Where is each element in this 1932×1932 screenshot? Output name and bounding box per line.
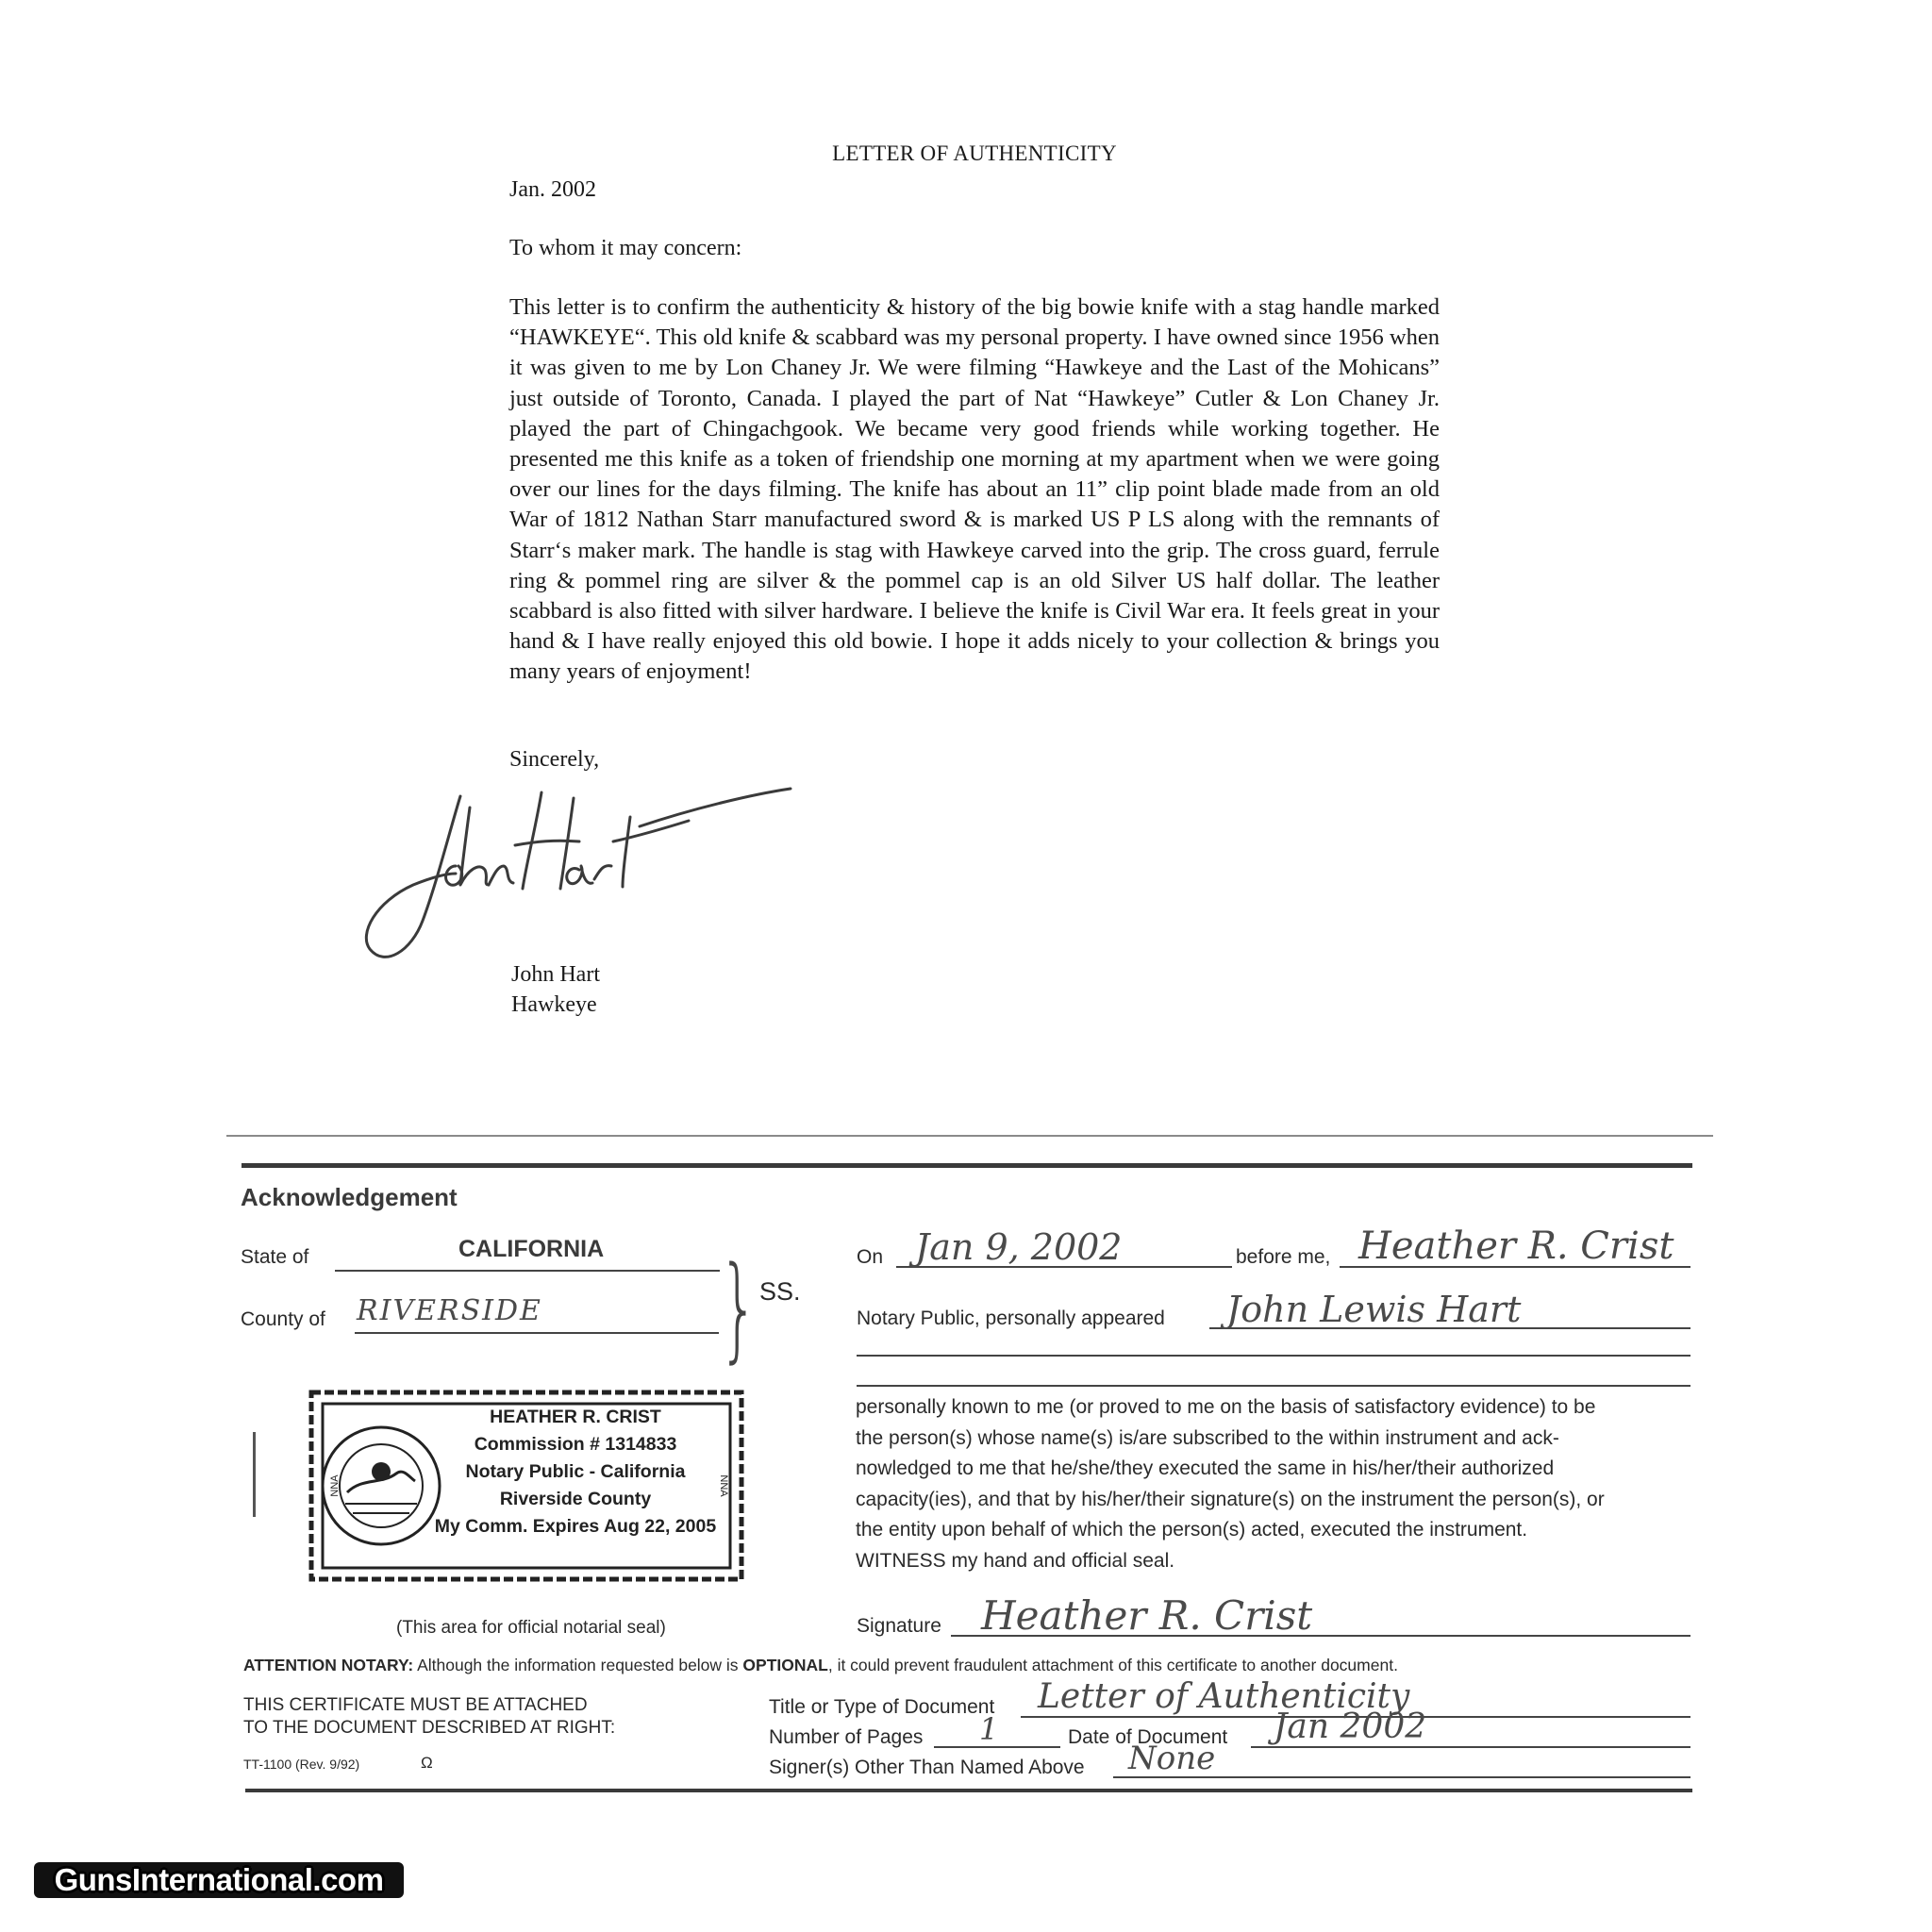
county-underline bbox=[355, 1332, 719, 1334]
seal-expires: My Comm. Expires Aug 22, 2005 bbox=[434, 1516, 717, 1537]
appeared-label: Notary Public, personally appeared bbox=[857, 1307, 1165, 1329]
paragraph-line: the person(s) whose name(s) is/are subscribed to the within instrument and ack- bbox=[856, 1426, 1559, 1449]
seal-title: Notary Public - California bbox=[465, 1461, 686, 1482]
paragraph-line: nowledged to me that he/she/they executed the same in his/her/their authorized bbox=[856, 1457, 1555, 1479]
acknowledgement-paragraph bbox=[856, 1392, 1686, 1576]
state-value: CALIFORNIA bbox=[458, 1236, 605, 1262]
form-bottom-rule bbox=[245, 1789, 1692, 1792]
attention-text-2: , it could prevent fraudulent attachment of this certificate to another document. bbox=[827, 1656, 1398, 1674]
paragraph-line: WITNESS my hand and official seal. bbox=[856, 1549, 1175, 1572]
doc-title-value: Letter of Authenticity bbox=[1038, 1677, 1410, 1716]
cut-line bbox=[226, 1135, 1713, 1137]
letter-title: LETTER OF AUTHENTICITY bbox=[832, 142, 1117, 165]
seal-county: Riverside County bbox=[499, 1489, 652, 1509]
margin-mark bbox=[253, 1432, 256, 1517]
on-label: On bbox=[857, 1246, 884, 1268]
letter-body: This letter is to confirm the authenticity & history of the big bowie knife with a stag handle marked “HAWKEYE“. This old knife & scabbard was my personal property. I have owned since 1956 when it was given to me by Lon Chaney Jr. We were filming “Hawkeye and the Last of the Mohicans” just outside of Toronto, Canada. I played the part of Nat “Hawkeye” Cutler & Lon Chaney Jr. played the part of Chingachgook. We became very good friends while working together. He presented me this knife as a token of friendship one morning at my apartment when we were going over our lines for the days filming. The knife has about an 11” clip point blade made from an old War of 1812 Nathan Starr manufactured sword & is marked US P LS along with the remnants of Starr‘s maker mark. The handle is stag with Hawkeye carved into the grip. The cross guard, ferrule ring & pommel ring are silver & the pommel cap is an old Silver US half dollar. The leather scabbard is also fitted with silver hardware. I believe the knife is Civil War era. It feels great in your hand & I have really enjoyed this old bowie. I hope it adds nicely to your collection & brings you many years of enjoyment! bbox=[509, 294, 1440, 685]
county-value: RIVERSIDE bbox=[357, 1294, 542, 1327]
doc-date-underline bbox=[1251, 1746, 1690, 1748]
on-value: Jan 9, 2002 bbox=[915, 1226, 1123, 1268]
notary-signature: Heather R. Crist bbox=[981, 1592, 1313, 1639]
paragraph-line: personally known to me (or proved to me on the basis of satisfactory evidence) to be bbox=[856, 1396, 1596, 1418]
cert-note-line-2: TO THE DOCUMENT DESCRIBED AT RIGHT: bbox=[243, 1718, 616, 1738]
attention-notary bbox=[243, 1656, 1696, 1675]
county-label: County of bbox=[241, 1308, 325, 1330]
omega-symbol: Ω bbox=[421, 1754, 433, 1772]
letter-date: Jan. 2002 bbox=[509, 177, 596, 202]
brace: } bbox=[719, 1243, 758, 1374]
doc-date-label: Date of Document bbox=[1068, 1726, 1228, 1748]
form-heading: Acknowledgement bbox=[241, 1183, 458, 1211]
seal-side-text-left: NNA bbox=[329, 1474, 341, 1497]
attention-bold: ATTENTION NOTARY: bbox=[243, 1656, 414, 1674]
before-value: Heather R. Crist bbox=[1358, 1224, 1674, 1268]
blank-line-2 bbox=[857, 1385, 1690, 1387]
letter-salutation: To whom it may concern: bbox=[509, 236, 742, 260]
signature-label: Signature bbox=[857, 1615, 941, 1637]
ss-label: SS. bbox=[759, 1277, 801, 1306]
state-underline bbox=[335, 1270, 720, 1272]
blank-line-1 bbox=[857, 1355, 1690, 1357]
state-label: State of bbox=[241, 1246, 309, 1268]
signer-name: John Hart bbox=[511, 962, 600, 987]
pages-label: Number of Pages bbox=[769, 1726, 924, 1748]
cert-note-line-1: THIS CERTIFICATE MUST BE ATTACHED bbox=[243, 1695, 588, 1715]
paragraph-line: capacity(ies), and that by his/her/their signature(s) on the instrument the person(s), or bbox=[856, 1488, 1605, 1510]
letter-closing: Sincerely, bbox=[509, 747, 600, 772]
doc-title-label: Title or Type of Document bbox=[769, 1696, 995, 1718]
john-hart-signature bbox=[357, 779, 800, 977]
signers-label: Signer(s) Other Than Named Above bbox=[769, 1757, 1085, 1778]
seal-name: HEATHER R. CRIST bbox=[490, 1407, 661, 1427]
seal-text bbox=[415, 1404, 736, 1541]
appeared-value: John Lewis Hart bbox=[1226, 1289, 1522, 1330]
signer-role: Hawkeye bbox=[511, 992, 597, 1017]
watermark-text: GunsInternational.com bbox=[54, 1862, 384, 1897]
pages-value: 1 bbox=[979, 1711, 999, 1747]
attention-optional: OPTIONAL bbox=[742, 1656, 828, 1674]
attention-text: Although the information requested below is bbox=[413, 1656, 743, 1674]
before-label: before me, bbox=[1236, 1246, 1331, 1268]
doc-date-value: Jan 2002 bbox=[1274, 1707, 1427, 1746]
seal-commission: Commission # 1314833 bbox=[474, 1434, 677, 1455]
form-top-rule bbox=[242, 1163, 1692, 1168]
certificate-note bbox=[243, 1694, 615, 1740]
form-code: TT-1100 (Rev. 9/92) bbox=[243, 1757, 360, 1772]
seal-caption: (This area for official notarial seal) bbox=[396, 1618, 666, 1638]
signers-value: None bbox=[1128, 1740, 1216, 1777]
paragraph-line: the entity upon behalf of which the person(s) acted, executed the instrument. bbox=[856, 1519, 1528, 1541]
seal-side-text-right: NNA bbox=[718, 1474, 729, 1497]
